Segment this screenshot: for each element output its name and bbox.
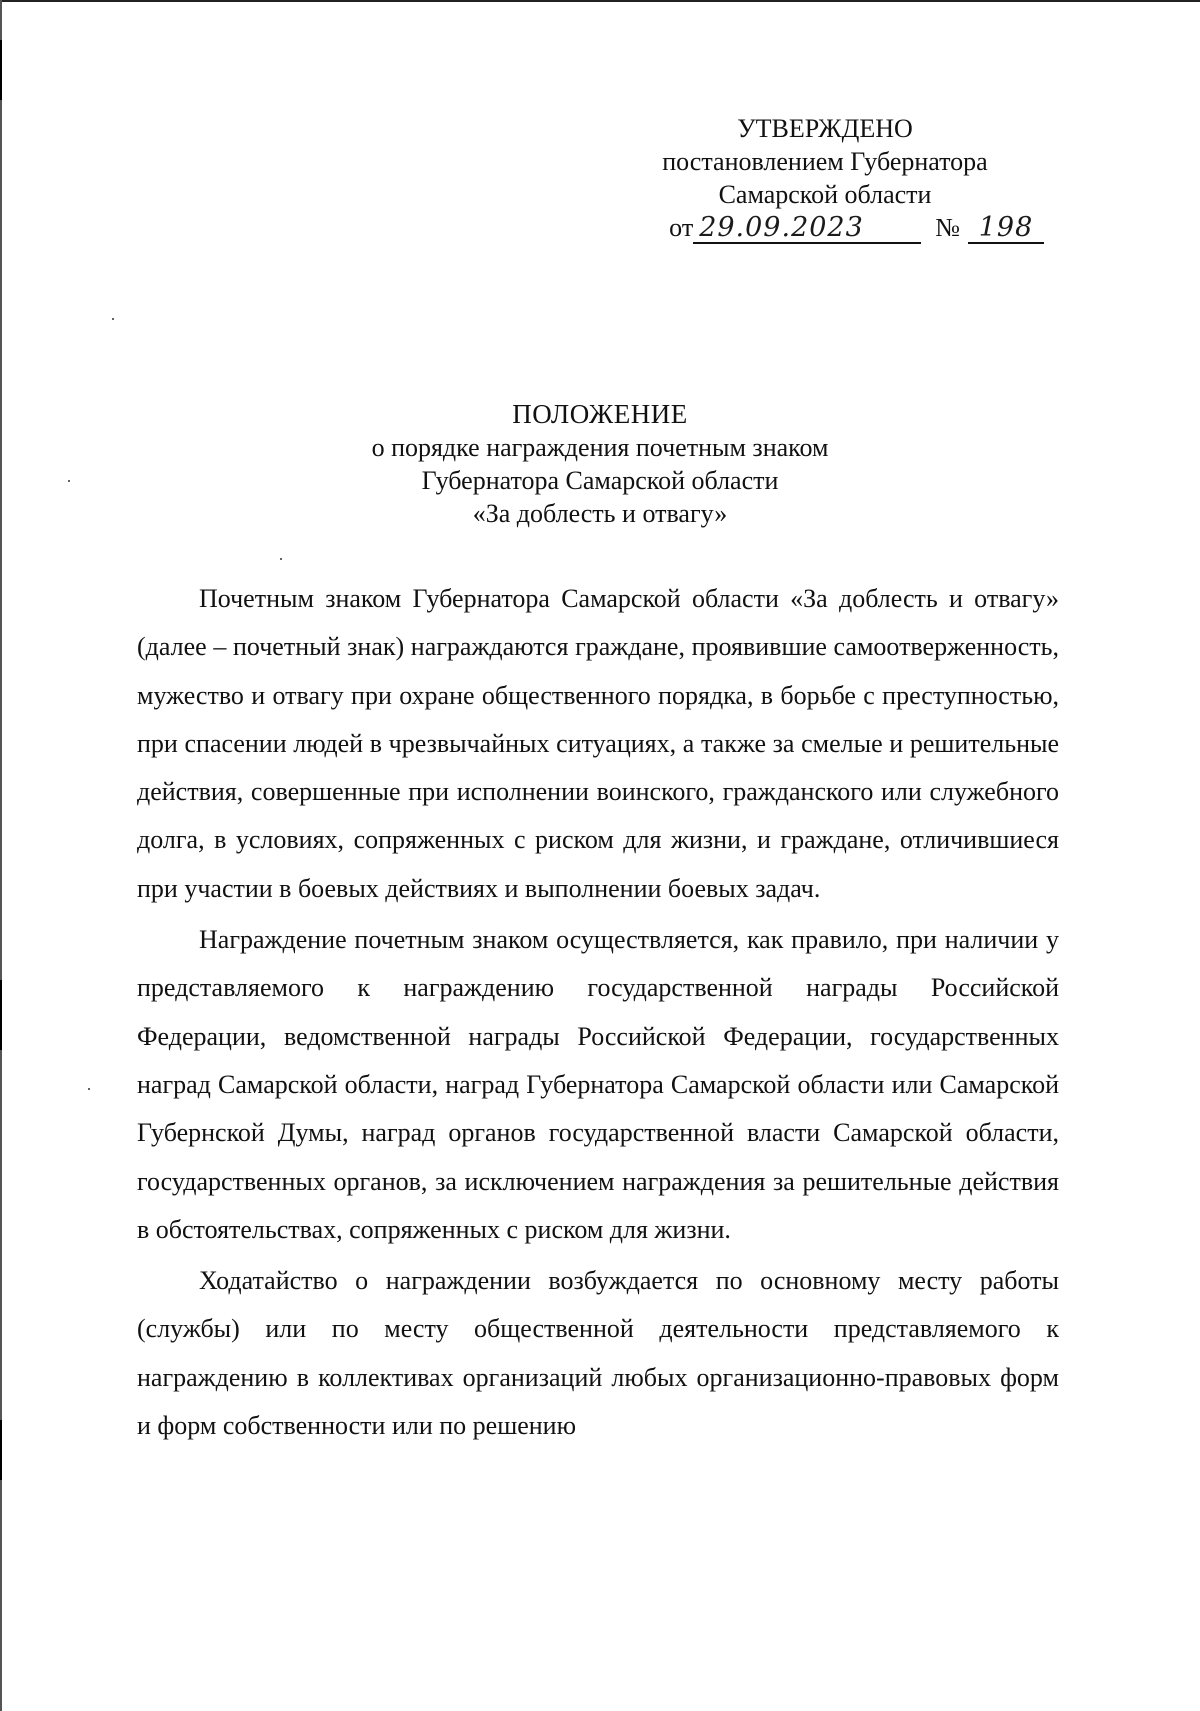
scan-mark <box>0 980 2 1050</box>
scan-speck <box>280 558 282 560</box>
approved-heading: УТВЕРЖДЕНО <box>737 114 913 143</box>
date-prefix: от <box>669 213 694 242</box>
handwritten-date: 29.09.2023 <box>693 214 921 244</box>
document-heading <box>200 398 1000 530</box>
approval-date-row <box>600 211 1050 244</box>
document-subtitle-line: Губернатора Самарской области <box>421 466 779 495</box>
document-subtitle-line: о порядке награждения почетным знаком <box>371 433 829 462</box>
number-sign: № <box>935 213 960 242</box>
approval-line-decree: постановлением Губернатора <box>662 147 988 176</box>
document-body <box>137 575 1059 1450</box>
scan-speck <box>88 1088 90 1090</box>
scan-mark <box>0 1420 2 1480</box>
approval-stamp <box>600 112 1050 244</box>
paragraph: Ходатайство о награждении возбуждается по основному месту работы (службы) или по месту общественной деятельности представляемого к награждению в коллективах организаций любых организационно-правовых форм и форм собственности или по решению <box>137 1266 1059 1441</box>
document-subtitle-line: «За доблесть и отвагу» <box>472 499 728 528</box>
handwritten-number: 198 <box>968 214 1044 244</box>
scan-border-top <box>0 0 1200 2</box>
scan-speck <box>112 318 114 320</box>
scan-speck <box>68 480 70 482</box>
document-title: ПОЛОЖЕНИЕ <box>512 399 688 429</box>
paragraph: Почетным знаком Губернатора Самарской области «За доблесть и отвагу» (далее – почетный знак) награждаются граждане, проявившие самоотверженность, мужество и отвагу при охране общественного порядка, в борьбе с преступностью, при спасении людей в чрезвычайных ситуациях, а также за смелые и решительные действия, совершенные при исполнении воинского, гражданского или служебного долга, в условиях, сопряженных с риском для жизни, и граждане, отличившиеся при участии в боевых действиях и выполнении боевых задач. <box>137 584 1059 903</box>
approval-line-region: Самарской области <box>718 180 932 209</box>
paragraph: Награждение почетным знаком осуществляется, как правило, при наличии у представляемого к награждению государственной награды Российской Федерации, ведомственной награды Российской Федерации, государственных наград Самарской области, наград Губернатора Самарской области или Самарской Губернской Думы, наград органов государственной власти Самарской области, государственных органов, за исключением награждения за решительные действия в обстоятельствах, сопряженных с риском для жизни. <box>137 925 1059 1244</box>
scan-mark <box>0 40 2 100</box>
